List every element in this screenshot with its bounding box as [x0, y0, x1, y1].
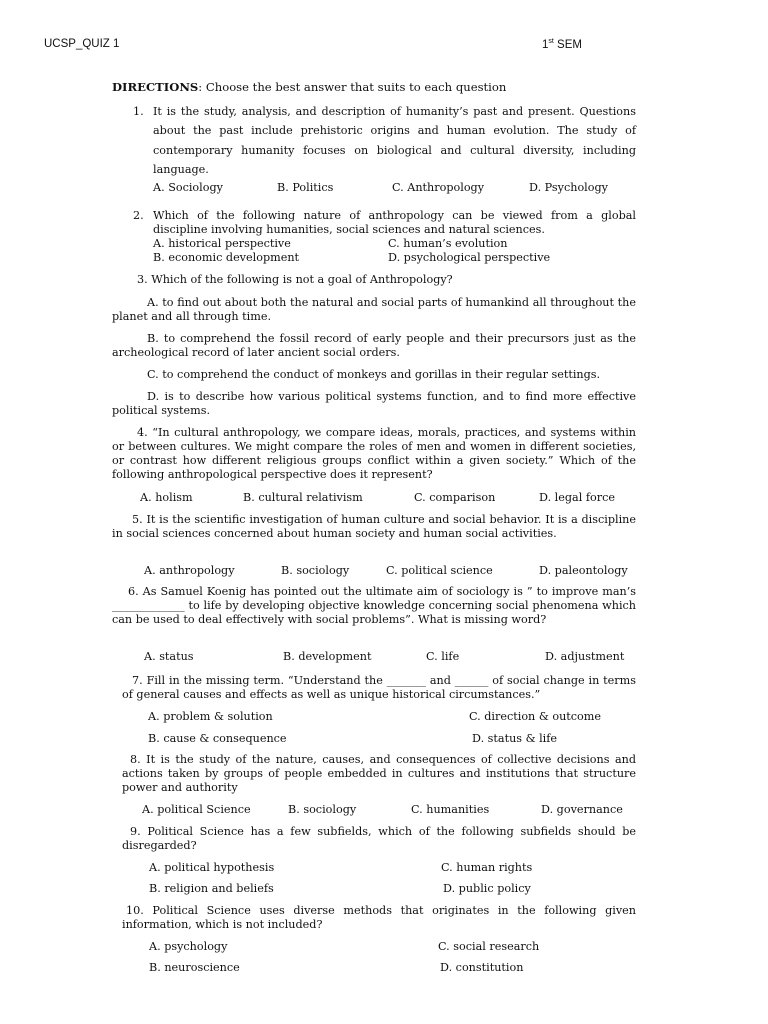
document-title: UCSP_QUIZ 1 [44, 38, 120, 50]
q7-option-c: C. direction & outcome [469, 710, 601, 723]
q9-option-c: C. human rights [441, 861, 533, 874]
q2-option-c: C. human’s evolution [388, 237, 508, 250]
q3-option-c: C. to comprehend the conduct of monkeys and gorillas in their regular settings. [147, 368, 601, 381]
q7-option-b: B. cause & consequence [148, 732, 287, 745]
q4-option-b: B. cultural relativism [243, 491, 363, 504]
q5-option-c: C. political science [386, 564, 493, 577]
q9-option-d: D. public policy [443, 882, 531, 895]
q9-text: 9. Political Science has a few subfields, which of the following subfields should be disregarded? [122, 825, 636, 852]
q4-option-d: D. legal force [539, 491, 615, 504]
semester-ordinal: st [548, 38, 554, 45]
q10-option-c: C. social research [438, 940, 540, 953]
q5-option-a: A. anthropology [144, 564, 235, 577]
q7-text: 7. Fill in the missing term. “Understand the _______ and ______ of social change in terms of general causes and effects as well as unique historical circumstances.” [122, 674, 636, 701]
q2-text: Which of the following nature of anthropology can be viewed from a global discipline involving humanities, social sciences and natural sciences. [153, 209, 636, 236]
q9-option-a: A. political hypothesis [149, 861, 275, 874]
q6-option-b: B. development [283, 650, 372, 663]
q1-text: It is the study, analysis, and description of humanity’s past and present. Questions about the past include prehistoric origins and human evolution. The study of contemporary humanity focuses on biological and cultural diversity, including language. [153, 105, 636, 176]
q2-number: 2. [133, 209, 144, 222]
q7-option-d: D. status & life [472, 732, 558, 745]
q5-option-d: D. paleontology [539, 564, 628, 577]
q1-option-a: A. Sociology [153, 181, 223, 194]
q4-text: 4. “In cultural anthropology, we compare ideas, morals, practices, and systems within or between cultures. We might compare the roles of men and women in different societies, or contrast how different religious groups conflict within a given society.” Which of the following anthropological perspective does it represent? [112, 426, 636, 481]
q3-text: 3. Which of the following is not a goal of Anthropology? [137, 273, 453, 286]
q6-option-c: C. life [426, 650, 460, 663]
q1-number: 1. [133, 105, 144, 118]
semester-suffix: SEM [553, 38, 582, 51]
q6-option-a: A. status [144, 650, 194, 663]
q9-option-b: B. religion and beliefs [149, 882, 274, 895]
q4-option-c: C. comparison [414, 491, 496, 504]
q1-option-d: D. Psychology [529, 181, 608, 194]
semester-label [542, 38, 582, 51]
q10-option-d: D. constitution [440, 961, 524, 974]
q8-text: 8. It is the study of the nature, causes, and consequences of collective decisions and actions taken by groups of people embedded in cultures and institutions that structure power and authority [122, 753, 636, 794]
q3-option-d: D. is to describe how various political systems function, and to find more effective political systems. [112, 390, 636, 417]
q2-option-b: B. economic development [153, 251, 300, 264]
q10-option-a: A. psychology [149, 940, 228, 953]
directions [112, 80, 636, 94]
q1-option-c: C. Anthropology [392, 181, 485, 194]
q10-text: 10. Political Science uses diverse methods that originates in the following given information, which is not included? [122, 904, 636, 931]
q3-option-a: A. to find out about both the natural and social parts of humankind all throughout the planet and all through time. [112, 296, 636, 323]
directions-text: : Choose the best answer that suits to each question [198, 80, 507, 94]
q3-option-b: B. to comprehend the fossil record of early people and their precursors just as the archeological record of later ancient social orders. [112, 332, 636, 359]
q8-option-a: A. political Science [142, 803, 251, 816]
q2-option-d: D. psychological perspective [388, 251, 551, 264]
q4-option-a: A. holism [140, 491, 193, 504]
q2-option-a: A. historical perspective [153, 237, 291, 250]
q10-option-b: B. neuroscience [149, 961, 240, 974]
q5-text: 5. It is the scientific investigation of human culture and social behavior. It is a discipline in social sciences concerned about human society and human social activities. [112, 513, 636, 540]
q5-option-b: B. sociology [281, 564, 350, 577]
q8-option-d: D. governance [541, 803, 623, 816]
semester-number: 1 [542, 38, 549, 51]
q8-option-b: B. sociology [288, 803, 357, 816]
q6-text: 6. As Samuel Koenig has pointed out the ultimate aim of sociology is ” to improve man’s _____________ to life by developing objective knowledge concerning social phenomena which can be used to deal effectively with social problems”. What is missing word? [112, 585, 636, 626]
directions-label: DIRECTIONS [112, 80, 199, 94]
q1-option-b: B. Politics [277, 181, 334, 194]
q7-option-a: A. problem & solution [148, 710, 273, 723]
q8-option-c: C. humanities [411, 803, 490, 816]
q6-option-d: D. adjustment [545, 650, 625, 663]
